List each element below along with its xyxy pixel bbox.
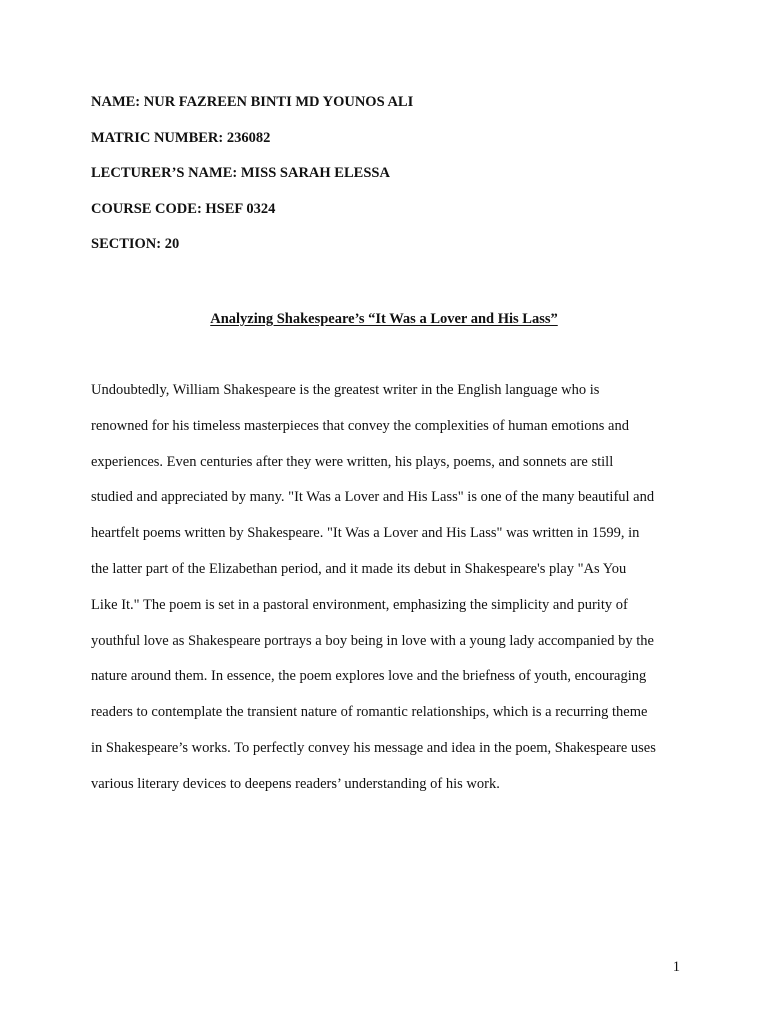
paragraph-line: various literary devices to deepens readers’ understanding of his work. (91, 775, 500, 792)
student-info-block (91, 92, 691, 270)
page-number: 1 (672, 959, 680, 975)
paragraph-line: experiences. Even centuries after they were written, his plays, poems, and sonnets are still (91, 453, 614, 470)
matric-number: MATRIC NUMBER: 236082 (91, 129, 271, 146)
student-name: NAME: NUR FAZREEN BINTI MD YOUNOS ALI (91, 94, 414, 110)
section-number: SECTION: 20 (91, 236, 180, 252)
paragraph-line: Like It." The poem is set in a pastoral environment, emphasizing the simplicity and purity of (91, 596, 628, 613)
essay-paragraph (91, 380, 691, 810)
essay-title (0, 309, 768, 329)
course-code: COURSE CODE: HSEF 0324 (91, 200, 276, 217)
paragraph-line: renowned for his timeless masterpieces that convey the complexities of human emotions and (91, 417, 629, 434)
paragraph-line: the latter part of the Elizabethan period, and it made its debut in Shakespeare's play "As You (91, 560, 627, 577)
paragraph-line: nature around them. In essence, the poem explores love and the briefness of youth, encouraging (91, 668, 647, 685)
paragraph-line: Undoubtedly, William Shakespeare is the greatest writer in the English language who is (91, 382, 600, 398)
essay-title-text: Analyzing Shakespeare’s “It Was a Lover and His Lass” (210, 311, 558, 327)
paragraph-line: heartfelt poems written by Shakespeare. "It Was a Lover and His Lass" was written in 1599, in (91, 525, 640, 542)
paragraph-line: youthful love as Shakespeare portrays a boy being in love with a young lady accompanied by the (91, 632, 654, 649)
lecturer-name: LECTURER’S NAME: MISS SARAH ELESSA (91, 165, 390, 181)
paragraph-line: readers to contemplate the transient nature of romantic relationships, which is a recurring theme (91, 704, 648, 721)
paragraph-line: studied and appreciated by many. "It Was a Lover and His Lass" is one of the many beautiful and (91, 489, 655, 506)
paragraph-line: in Shakespeare’s works. To perfectly convey his message and idea in the poem, Shakespeare uses (91, 739, 656, 756)
